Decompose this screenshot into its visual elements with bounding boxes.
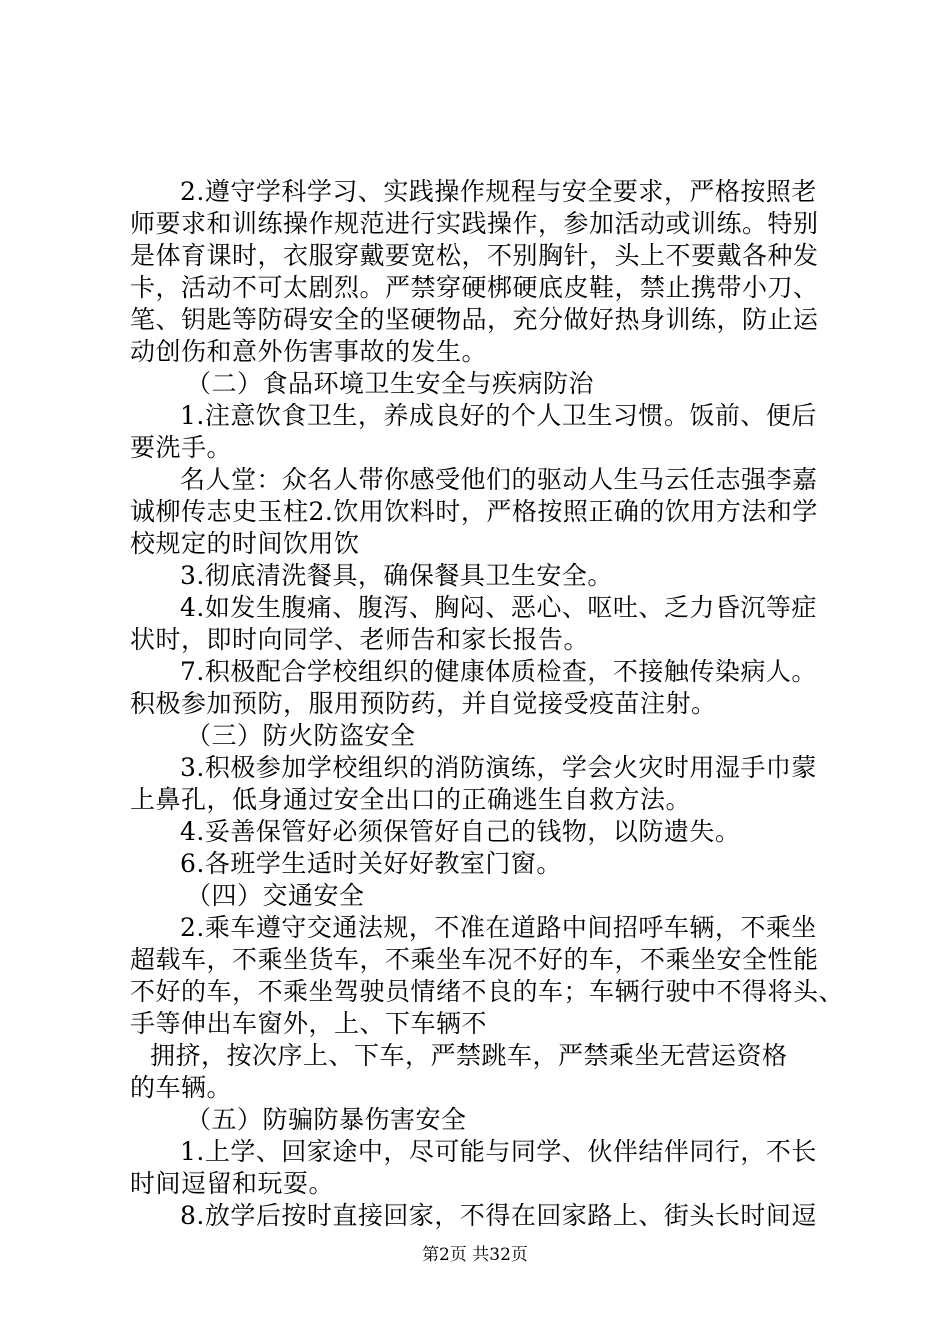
paragraph-line: 1.注意饮食卫生，养成良好的个人卫生习惯。饭前、便后 — [180, 401, 817, 430]
paragraph-line: 2.乘车遵守交通法规，不准在道路中间招呼车辆，不乘坐 — [180, 913, 817, 942]
paragraph-line: 3.彻底清洗餐具，确保餐具卫生安全。 — [180, 561, 613, 590]
paragraph-line: 3.积极参加学校组织的消防演练，学会火灾时用湿手巾蒙 — [180, 753, 817, 782]
paragraph-line: 笔、钥匙等防碍安全的坚硬物品，充分做好热身训练，防止运 — [130, 305, 819, 334]
paragraph-line: 1.上学、回家途中，尽可能与同学、伙伴结伴同行，不长 — [180, 1137, 817, 1166]
paragraph-line: 名人堂：众名人带你感受他们的驱动人生马云任志强李嘉 — [180, 465, 818, 494]
paragraph-line: 诚柳传志史玉柱2.饮用饮料时，严格按照正确的饮用方法和学 — [130, 497, 818, 526]
paragraph-line: 状时，即时向同学、老师告和家长报告。 — [130, 625, 590, 654]
paragraph-line: 时间逗留和玩耍。 — [130, 1169, 335, 1198]
page-number-footer: 第2页 共32页 — [422, 1245, 528, 1265]
paragraph-line: 师要求和训练操作规范进行实践操作，参加活动或训练。特别 — [130, 209, 819, 238]
paragraph-line: 要洗手。 — [130, 433, 233, 462]
paragraph-line: 不好的车，不乘坐驾驶员情绪不良的车；车辆行驶中不得将头、 — [130, 977, 845, 1006]
section-heading: （五）防骗防暴伤害安全 — [186, 1105, 467, 1134]
paragraph-line: 卡，活动不可太剧烈。严禁穿硬梆硬底皮鞋，禁止携带小刀、 — [130, 273, 819, 302]
paragraph-line: 7.积极配合学校组织的健康体质检查，不接触传染病人。 — [180, 657, 817, 686]
paragraph-line: 4.妥善保管好必须保管好自己的钱物，以防遗失。 — [180, 817, 741, 846]
section-heading: （三）防火防盗安全 — [186, 721, 416, 750]
paragraph-line: 4.如发生腹痛、腹泻、胸闷、恶心、呕吐、乏力昏沉等症 — [180, 593, 817, 622]
paragraph-line: 2.遵守学科学习、实践操作规程与安全要求，严格按照老 — [180, 177, 817, 206]
section-heading: （二）食品环境卫生安全与疾病防治 — [186, 369, 595, 398]
paragraph-line: 拥挤，按次序上、下车，严禁跳车，严禁乘坐无营运资格 — [150, 1041, 788, 1070]
paragraph-line: 校规定的时间饮用饮 — [130, 529, 360, 558]
paragraph-line: 8.放学后按时直接回家，不得在回家路上、街头长时间逗 — [180, 1201, 817, 1230]
paragraph-line: 积极参加预防，服用预防药，并自觉接受疫苗注射。 — [130, 689, 717, 718]
paragraph-line: 是体育课时，衣服穿戴要宽松，不别胸针，头上不要戴各种发 — [130, 241, 819, 270]
paragraph-line: 的车辆。 — [130, 1073, 233, 1102]
paragraph-line: 动创伤和意外伤害事故的发生。 — [130, 337, 488, 366]
section-heading: （四）交通安全 — [186, 881, 365, 910]
paragraph-line: 超载车，不乘坐货车，不乘坐车况不好的车，不乘坐安全性能 — [130, 945, 819, 974]
document-body — [130, 176, 845, 1232]
paragraph-line: 上鼻孔，低身通过安全出口的正确逃生自救方法。 — [130, 785, 692, 814]
paragraph-line: 手等伸出车窗外，上、下车辆不 — [130, 1009, 488, 1038]
paragraph-line: 6.各班学生适时关好好教室门窗。 — [180, 849, 562, 878]
